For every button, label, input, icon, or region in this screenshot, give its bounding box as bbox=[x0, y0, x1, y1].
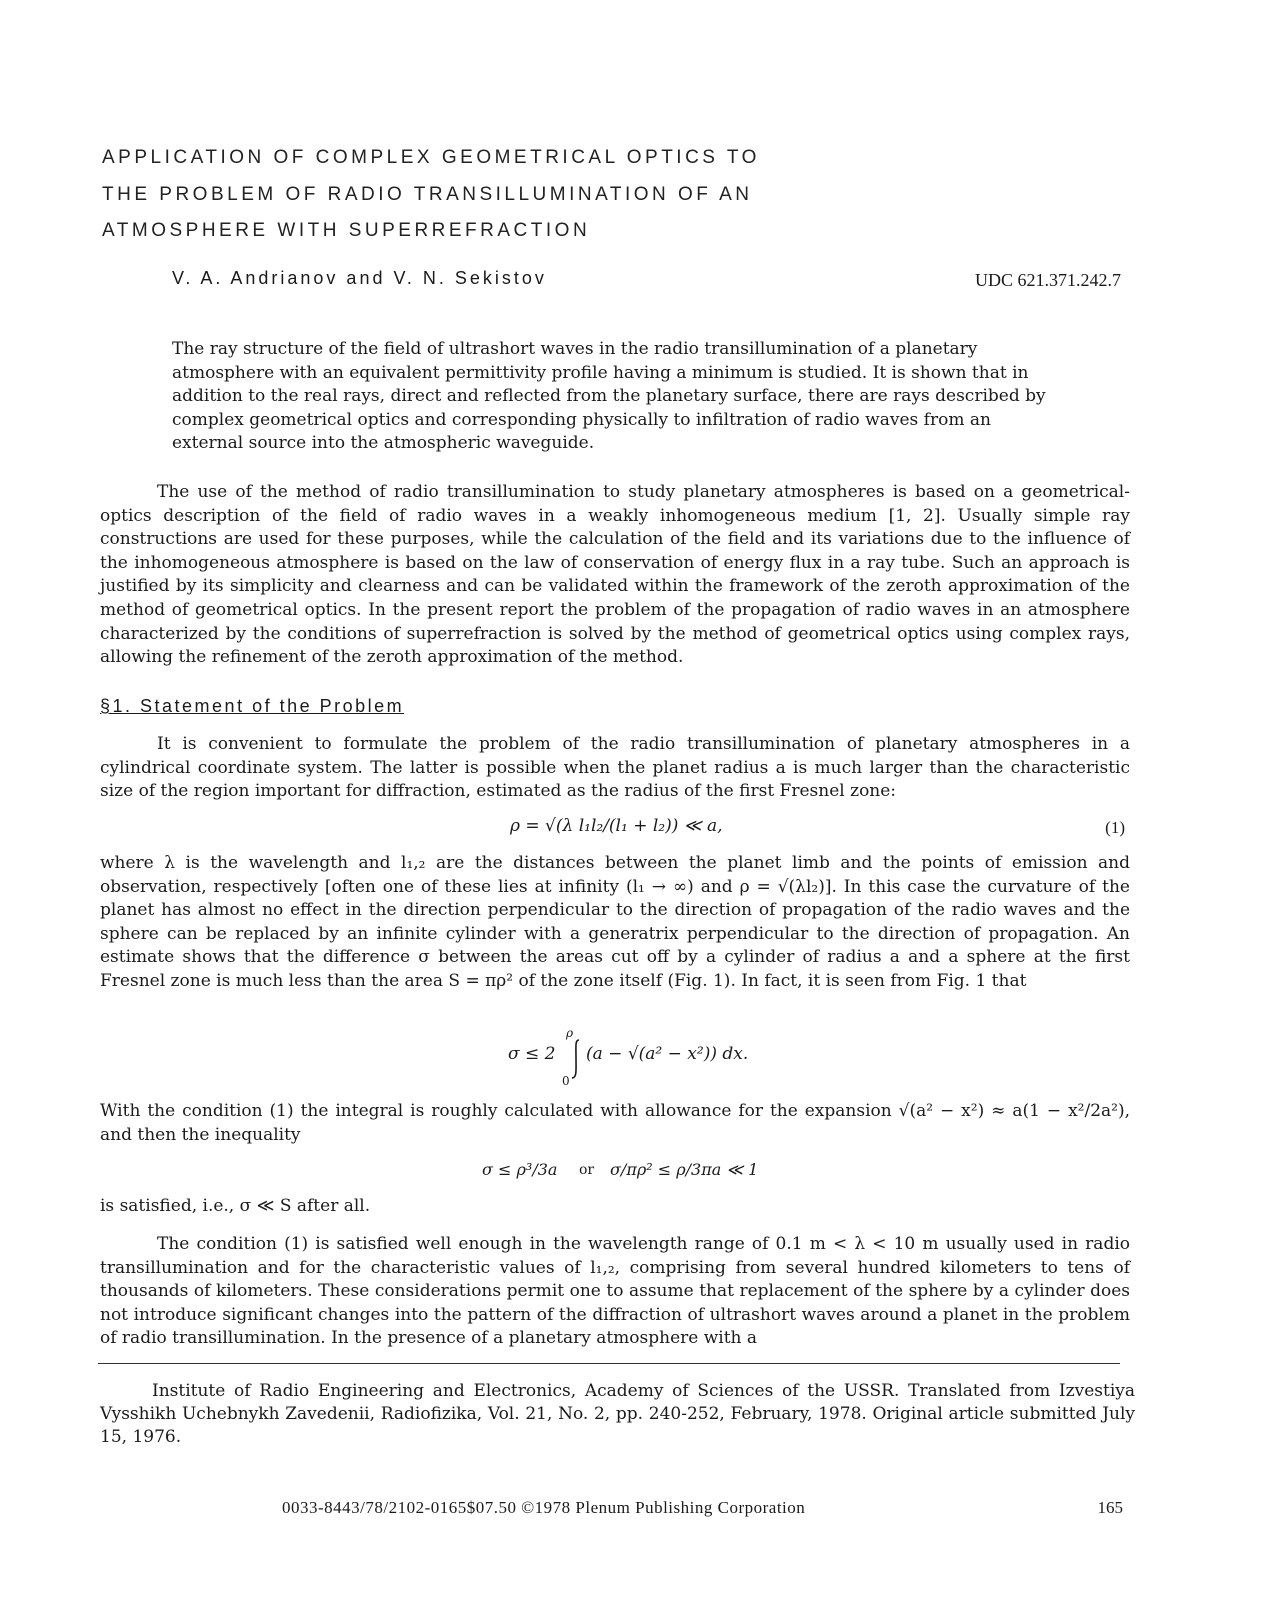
abstract: The ray structure of the field of ultrashort waves in the radio transillumination of a planetary atmosphere with an equivalent permittivity profile having a minimum is studied. It is shown that in addition to the real rays, direct and reflected from the planetary surface, there are rays described by complex geometrical optics and corresponding physically to infiltration of radio waves from an external source into the atmospheric waveguide. bbox=[172, 339, 1046, 454]
footnote: Institute of Radio Engineering and Electronics, Academy of Sciences of the USSR. Translated from Izvestiya Vysshikh Uchebnykh Zavedenii, Radiofizika, Vol. 21, No. 2, pp. 240-252, February, 1978. Original article submitted July 15, 1976. bbox=[100, 1381, 1135, 1447]
section-paragraph-5: The condition (1) is satisfied well enough in the wavelength range of 0.1 m < λ < 10 m usually used in radio transillumination and for the characteristic values of l₁,₂, comprising from several hundred kilometers to tens of thousands of kilometers. These considerations permit one to assume that replacement of the sphere by a cylinder does not introduce significant changes into the pattern of the diffraction of ultrashort waves around a planet in the problem of radio transillumination. In the presence of a planetary atmosphere with a bbox=[100, 1234, 1130, 1349]
section-paragraph-1: It is convenient to formulate the problem of the radio transillumination of planetary atmospheres in a cylindrical coordinate system. The latter is possible when the planet radius a is much larger than the characteristic size of the region important for diffraction, estimated as the radius of the first Fresnel zone: bbox=[100, 734, 1130, 802]
copyright-line: 0033-8443/78/2102-0165$07.50 ©1978 Plenum Publishing Corporation bbox=[282, 1498, 806, 1517]
section-paragraph-4: is satisfied, i.e., σ ≪ S after all. bbox=[100, 1196, 371, 1216]
equation-2-prefix: σ ≤ 2 bbox=[508, 1044, 556, 1064]
equation-2-body: (a − √(a² − x²)) dx. bbox=[586, 1044, 749, 1064]
equation-2-upper-limit: ρ bbox=[566, 1026, 574, 1040]
equation-3-or: or bbox=[579, 1162, 595, 1178]
equation-3-left: σ ≤ ρ³/3a bbox=[482, 1160, 558, 1179]
authors: V. A. Andrianov and V. N. Sekistov bbox=[172, 268, 547, 288]
udc-code: UDC 621.371.242.7 bbox=[974, 270, 1121, 290]
equation-1-number: (1) bbox=[1105, 818, 1125, 837]
title-line-2: THE PROBLEM OF RADIO TRANSILLUMINATION OF AN bbox=[102, 184, 753, 205]
section-heading: §1. Statement of the Problem bbox=[100, 696, 405, 716]
section-paragraph-3: With the condition (1) the integral is roughly calculated with allowance for the expansion √(a² − x²) ≈ a(1 − x²/2a²), and then the inequality bbox=[100, 1101, 1130, 1145]
page-number: 165 bbox=[1097, 1498, 1123, 1517]
intro-paragraph: The use of the method of radio transillumination to study planetary atmospheres is based on a geometrical-optics description of the field of radio waves in a weakly inhomogeneous medium [1, 2]. Usually simple ray constructions are used for these purposes, while the calculation of the field and its variations due to the influence of the inhomogeneous atmosphere is based on the law of conservation of energy flux in a ray tube. Such an approach is justified by its simplicity and clearness and can be validated within the framework of the zeroth approximation of the method of geometrical optics. In the present report the problem of the propagation of radio waves in an atmosphere characterized by the conditions of superrefraction is solved by the method of geometrical optics using complex rays, allowing the refinement of the zeroth approximation of the method. bbox=[100, 482, 1130, 668]
title-line-1: APPLICATION OF COMPLEX GEOMETRICAL OPTICS TO bbox=[102, 147, 760, 168]
title-line-3: ATMOSPHERE WITH SUPERREFRACTION bbox=[102, 220, 591, 241]
equation-1: ρ = √(λ l₁l₂/(l₁ + l₂)) ≪ a, bbox=[510, 816, 723, 836]
equation-3-right: σ/πρ² ≤ ρ/3πa ≪ 1 bbox=[610, 1160, 759, 1179]
footnote-divider bbox=[98, 1363, 1120, 1364]
section-paragraph-2: where λ is the wavelength and l₁,₂ are the distances between the planet limb and the points of emission and observation, respectively [often one of these lies at infinity (l₁ → ∞) and ρ = √(λl₂)]. In this case the curvature of the planet has almost no effect in the direction perpendicular to the direction of propagation of the radio waves and the sphere can be replaced by an infinite cylinder with a generatrix perpendicular to the direction of propagation. An estimate shows that the difference σ between the areas cut off by a cylinder of radius a and a sphere at the first Fresnel zone is much less than the area S = πρ² of the zone itself (Fig. 1). In fact, it is seen from Fig. 1 that bbox=[100, 853, 1130, 991]
equation-2-lower-limit: 0 bbox=[562, 1074, 570, 1088]
